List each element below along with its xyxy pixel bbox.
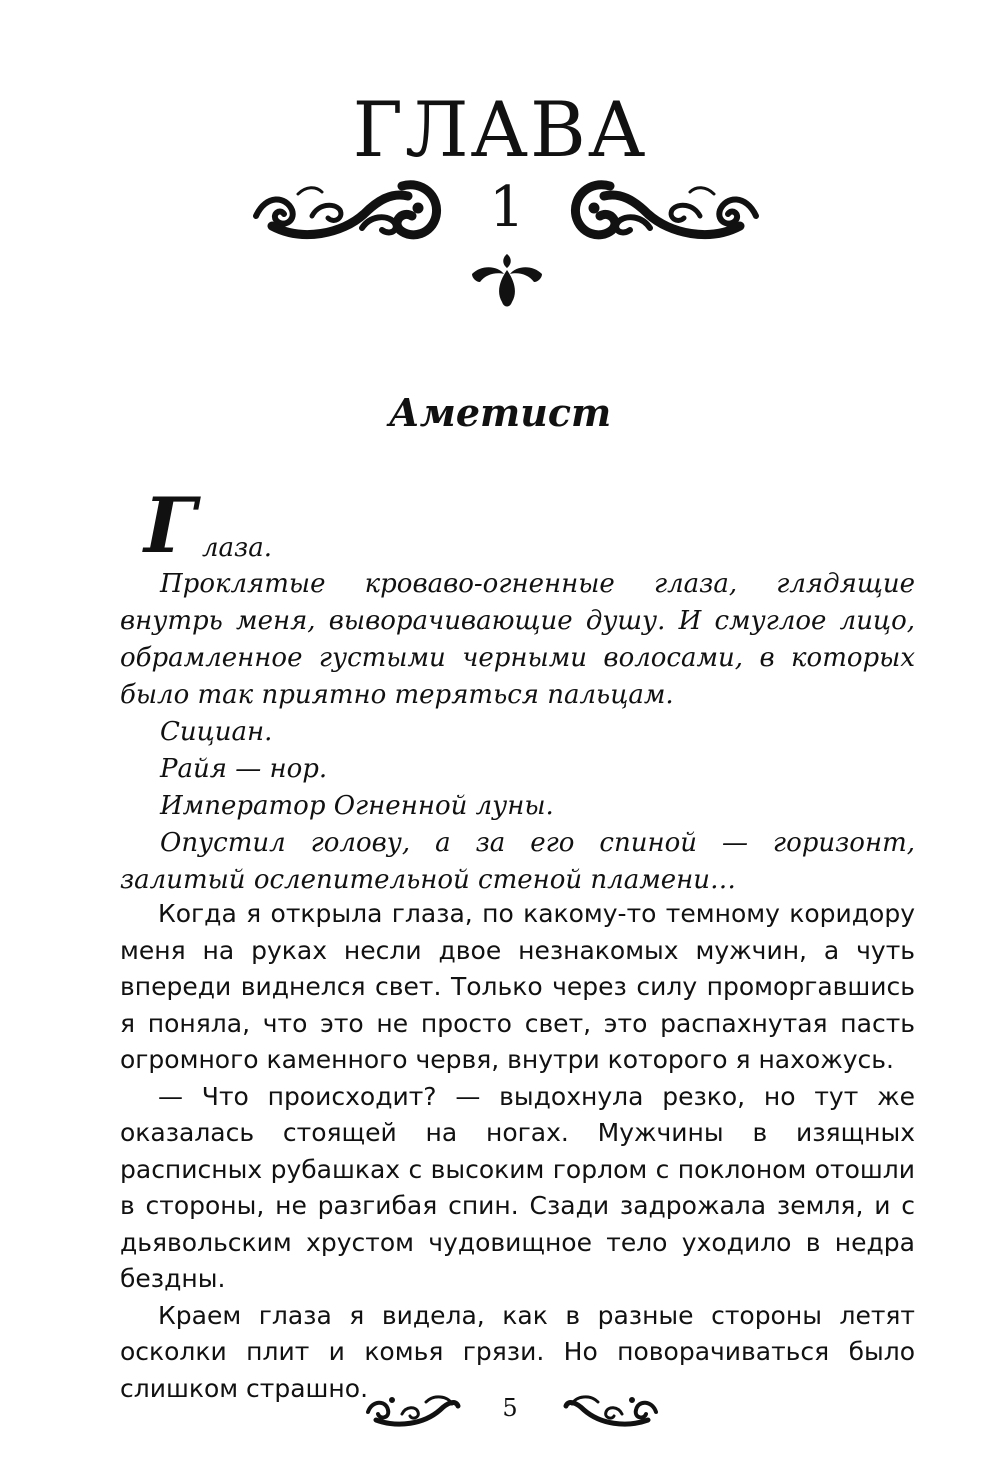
fleuron-drop-icon	[466, 252, 548, 312]
body-paragraph: — Что происходит? — выдохнула резко, но тут же оказалась стоящей на ногах. Мужчины в изящных расписных рубашках с высоким горлом с поклоном отошли в стороны, не разгибая спин. Сзади задрожала земля, и с дьявольским хрустом чудовищное тело уходило в недра бездны.	[120, 1081, 915, 1293]
italic-paragraph: Сициан.	[160, 717, 273, 747]
page-number: 5	[502, 1394, 518, 1422]
dropcap-line	[120, 481, 915, 570]
body-text	[120, 896, 915, 1407]
italic-paragraph: Проклятые кроваво-огненные глаза, глядящие внутрь меня, выворачивающие душу. И смуглое лицо, обрамленное густыми черными волосами, в которых было так приятно теряться пальцам.	[120, 569, 915, 710]
chapter-number: 1	[489, 175, 525, 240]
scroll-flourish-icon	[252, 176, 442, 246]
small-flourish-icon	[560, 1388, 664, 1432]
drop-cap-rest: лаза.	[202, 533, 273, 563]
chapter-ornament-row	[0, 172, 1000, 262]
italic-paragraph: Император Огненной луны.	[160, 791, 554, 821]
italic-paragraph: Опустил голову, а за его спиной — горизонт, залитый ослепительной стеной пламени…	[120, 828, 915, 895]
drop-cap: Г	[144, 481, 197, 570]
small-flourish-icon	[362, 1388, 462, 1432]
italic-intro	[120, 481, 915, 899]
body-paragraph: Когда я открыла глаза, по какому-то темному коридору меня на руках несли двое незнакомых мужчин, а чуть впереди виднелся свет. Только через силу проморгавшись я поняла, что это не просто свет, это распахнутая пасть огромного каменного червя, внутри которого я нахожусь.	[120, 899, 915, 1074]
italic-paragraph: Райя — нор.	[160, 754, 328, 784]
section-title: Аметист	[388, 390, 612, 435]
body-paragraph: Краем глаза я видела, как в разные стороны летят осколки плит и комья грязи. Но поворачиваться было слишком страшно.	[120, 1300, 915, 1403]
scroll-flourish-icon	[570, 176, 760, 246]
chapter-heading: ГЛАВА	[352, 85, 648, 174]
